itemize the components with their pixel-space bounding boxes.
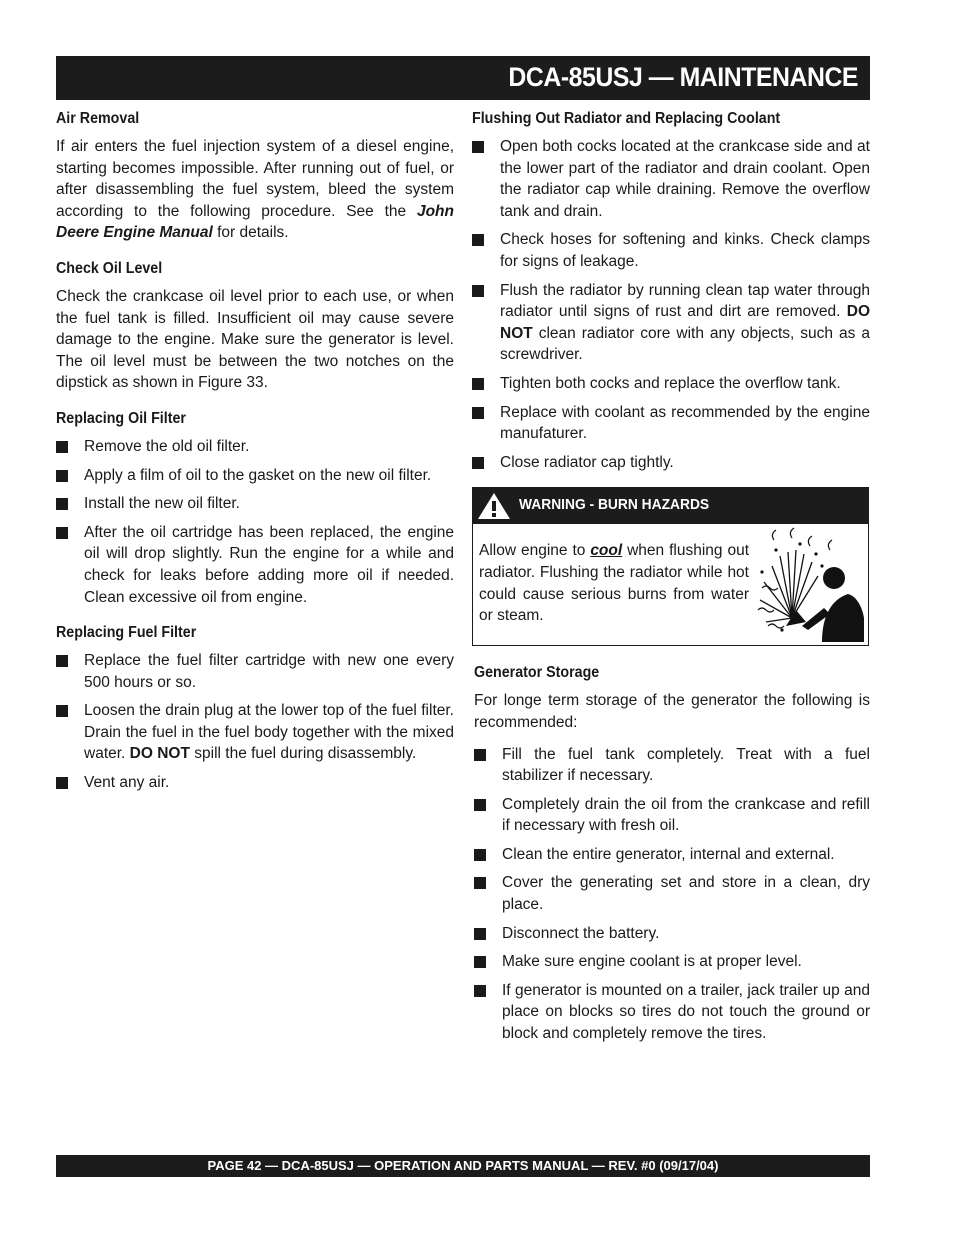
bullet-square-icon [472, 407, 484, 419]
bullet-square-icon [474, 849, 486, 861]
list-item: Disconnect the battery. [474, 923, 870, 945]
burn-hazard-warning-box [472, 487, 869, 646]
warning-text: Allow engine to cool when flushing out radiator. Flushing the radiator while hot could cause serious burns from water or steam. [479, 542, 750, 625]
list-item: Open both cocks located at the crankcase side and at the lower part of the radiator and drain coolant. Open the radiator cap while draining. Remove the overflow tank and drain. [472, 136, 870, 222]
list-item: Cover the generating set and store in a clean, dry place. [474, 872, 870, 915]
right-column [472, 108, 870, 1059]
flushing-list [472, 136, 870, 473]
bullet-square-icon [474, 749, 486, 761]
list-item: Apply a film of oil to the gasket on the new oil filter. [56, 465, 454, 487]
oil-filter-heading: Replacing Oil Filter [56, 409, 186, 427]
list-item: Loosen the drain plug at the lower top of the fuel filter. Drain the fuel in the fuel body together with the mixed water. DO NOT spill the fuel during disassembly. [56, 700, 454, 765]
list-item: Replace the fuel filter cartridge with new one every 500 hours or so. [56, 650, 454, 693]
bullet-square-icon [56, 441, 68, 453]
list-item: Clean the entire generator, internal and external. [474, 844, 870, 866]
list-item: Completely drain the oil from the crankcase and refill if necessary with fresh oil. [474, 794, 870, 837]
left-column [56, 108, 454, 808]
bullet-square-icon [472, 378, 484, 390]
storage-heading: Generator Storage [474, 664, 600, 682]
engine-manual-reference: John Deere Engine Manual [56, 202, 454, 242]
bullet-square-icon [56, 777, 68, 789]
list-item: Remove the old oil filter. [56, 436, 454, 458]
bullet-square-icon [56, 498, 68, 510]
oil-filter-list [56, 436, 454, 608]
list-item: Close radiator cap tightly. [472, 452, 870, 474]
list-item: Tighten both cocks and replace the overflow tank. [472, 373, 870, 395]
bullet-square-icon [472, 457, 484, 469]
bullet-square-icon [474, 877, 486, 889]
bullet-square-icon [56, 655, 68, 667]
list-item: Install the new oil filter. [56, 493, 454, 515]
list-item: After the oil cartridge has been replaced, the engine oil will drop slightly. Run the engine for a while and check for leaks before adding more oil if needed. Clean excessive oil from engine. [56, 522, 454, 608]
warning-header [473, 488, 868, 524]
footer-text: PAGE 42 — DCA-85USJ — OPERATION AND PARTS MANUAL — REV. #0 (09/17/04) [207, 1158, 719, 1173]
bullet-square-icon [472, 285, 484, 297]
bullet-square-icon [474, 956, 486, 968]
warning-title: WARNING - BURN HAZARDS [519, 496, 710, 514]
bullet-square-icon [474, 985, 486, 997]
page-header [56, 56, 870, 100]
page-footer [56, 1155, 870, 1177]
bullet-square-icon [472, 141, 484, 153]
list-item: If generator is mounted on a trailer, jack trailer up and place on blocks so tires do not touch the ground or block and completely remove the tires. [474, 980, 870, 1045]
bullet-square-icon [472, 234, 484, 246]
check-oil-heading: Check Oil Level [56, 259, 163, 277]
storage-list [474, 744, 870, 1045]
bullet-square-icon [474, 799, 486, 811]
air-removal-text: If air enters the fuel injection system of a diesel engine, starting becomes impossible. After running out of fuel, or after disassembling the fuel system, bleed the system according to the following procedure. See the John Deere Engine Manual for details. [56, 138, 454, 242]
burn-hazard-icon [752, 526, 864, 642]
air-removal-heading: Air Removal [56, 110, 140, 127]
bullet-square-icon [474, 928, 486, 940]
fuel-filter-list [56, 650, 454, 794]
bullet-square-icon [56, 705, 68, 717]
list-item: Fill the fuel tank completely. Treat with a fuel stabilizer if necessary. [474, 744, 870, 787]
storage-intro: For longe term storage of the generator the following is recommended: [474, 692, 870, 731]
bullet-square-icon [56, 470, 68, 482]
list-item: Vent any air. [56, 772, 454, 794]
fuel-filter-heading: Replacing Fuel Filter [56, 624, 197, 642]
warning-triangle-icon [477, 492, 511, 520]
list-item: Check hoses for softening and kinks. Check clamps for signs of leakage. [472, 229, 870, 272]
list-item: Replace with coolant as recommended by the engine manufaturer. [472, 402, 870, 445]
list-item: Make sure engine coolant is at proper level. [474, 951, 870, 973]
page-title: DCA-85USJ — MAINTENANCE [508, 62, 858, 92]
flushing-heading: Flushing Out Radiator and Replacing Coolant [472, 110, 781, 127]
bullet-square-icon [56, 527, 68, 539]
check-oil-text: Check the crankcase oil level prior to each use, or when the fuel tank is filled. Insufficient oil may cause severe damage to the engine. Make sure the generator is level. The oil level must be between the two notches on the dipstick as shown in Figure 33. [56, 287, 454, 392]
list-item: Flush the radiator by running clean tap water through radiator until signs of rust and dirt are removed. DO NOT clean radiator core with any objects, such as a screwdriver. [472, 280, 870, 366]
